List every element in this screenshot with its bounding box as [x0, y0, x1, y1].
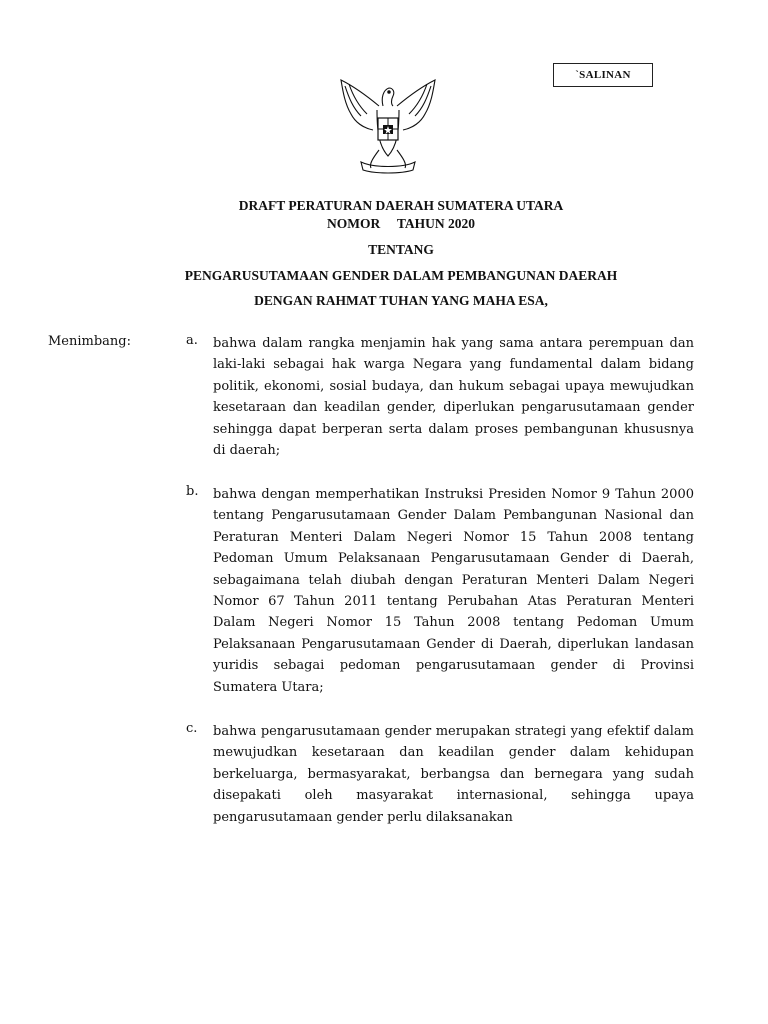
document-title: DRAFT PERATURAN DAERAH SUMATERA UTARA	[238, 198, 564, 213]
clause-text: bahwa dengan memperhatikan Instruksi Presiden Nomor 9 Tahun 2000 tentang Pengarusutamaan Gender Dalam Pembangunan Nasional dan Peraturan Menteri Dalam Negeri Nomor 15 Tahun 2008 tentang Pedoman Umum Pelaksanaan Pengarusutamaan Gender di Daerah, sebagaimana telah diubah dengan Peraturan Menteri Dalam Negeri Nomor 67 Tahun 2011 tentang Perubahan Atas Peraturan Menteri Dalam Negeri Nomor 15 Tahun 2008 tentang Pedoman Umum Pelaksanaan Pengarusutamaan Gender di Daerah, diperlukan landasan yuridis sebagai pedoman pengarusutamaan gender di Provinsi Sumatera Utara;	[213, 487, 694, 695]
clause-letter: b.	[186, 484, 199, 499]
document-about-label: TENTANG	[368, 242, 434, 257]
document-number: NOMOR TAHUN 2020	[327, 216, 475, 231]
document-subject: PENGARUSUTAMAAN GENDER DALAM PEMBANGUNAN DAERAH	[184, 268, 618, 283]
clause-text: bahwa pengarusutamaan gender merupakan strategi yang efektif dalam mewujudkan kesetaraan dan keadilan gender dalam kehidupan berkeluarga, bermasyarakat, berbangsa dan bernegara yang sudah disepakati oleh masyarakat internasional, sehingga upaya pengarusutamaan gender perlu dilaksanakan	[213, 724, 694, 825]
clause-letter: c.	[186, 721, 198, 736]
clause-a	[186, 333, 694, 461]
section-label-menimbang: Menimbang:	[48, 334, 132, 349]
salinan-stamp: `SALINAN	[553, 63, 653, 87]
clause-b	[186, 484, 694, 698]
clause-text: bahwa dalam rangka menjamin hak yang sama antara perempuan dan laki-laki sebagai hak warga Negara yang fundamental dalam bidang politik, ekonomi, sosial budaya, dan hukum sebagai upaya mewujudkan kesetaraan dan keadilan gender, diperlukan pengarusutamaan gender sehingga dapat berperan serta dalam proses pembangunan khususnya di daerah;	[213, 336, 694, 459]
garuda-pancasila-emblem-icon	[333, 76, 443, 174]
document-invocation: DENGAN RAHMAT TUHAN YANG MAHA ESA,	[254, 293, 548, 308]
clause-c	[186, 721, 694, 828]
clause-letter: a.	[186, 333, 198, 348]
